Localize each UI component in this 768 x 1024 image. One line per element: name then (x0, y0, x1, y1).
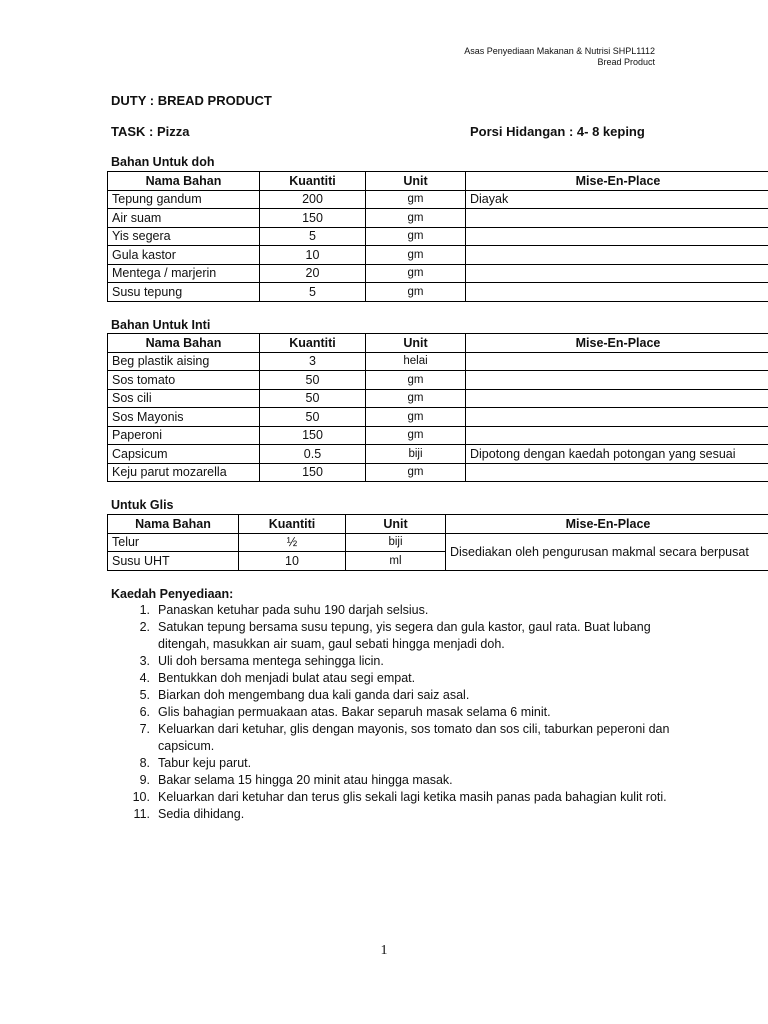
task-heading: TASK : Pizza (111, 124, 190, 139)
ingredient-mise: Disediakan oleh pengurusan makmal secara berpusat (446, 533, 768, 570)
ingredient-name: Tepung gandum (108, 190, 260, 209)
step-text: Satukan tepung bersama susu tepung, yis segera dan gula kastor, gaul rata. Buat lubang ditengah, masukkan air suam, gaul sebati hingga menjadi doh. (158, 620, 651, 651)
inti-section-title: Bahan Untuk Inti (111, 318, 211, 332)
table-row (108, 209, 768, 228)
list-item (111, 670, 671, 687)
ingredient-unit: gm (366, 227, 466, 246)
ingredient-quantity: 10 (260, 246, 366, 265)
step-text: Glis bahagian permuakaan atas. Bakar separuh masak selama 6 minit. (158, 705, 551, 719)
table-row (108, 463, 768, 482)
ingredient-name: Gula kastor (108, 246, 260, 265)
ingredient-unit: gm (366, 209, 466, 228)
ingredient-name: Paperoni (108, 426, 260, 445)
table-header-row (108, 334, 768, 353)
step-number: 8. (139, 756, 150, 770)
ingredient-quantity: ½ (239, 533, 346, 552)
list-item (111, 721, 671, 755)
ingredient-mise: Diayak (466, 190, 768, 209)
ingredient-quantity: 10 (239, 552, 346, 571)
ingredient-name: Susu tepung (108, 283, 260, 302)
list-item (111, 602, 671, 619)
step-text: Bentukkan doh menjadi bulat atau segi empat. (158, 671, 416, 685)
step-number: 11. (133, 807, 150, 821)
doh-ingredients-table (107, 171, 768, 302)
step-number: 5. (139, 688, 150, 702)
column-header-mise: Mise-En-Place (466, 172, 768, 191)
step-number: 2. (139, 620, 150, 634)
table-row (108, 352, 768, 371)
ingredient-quantity: 20 (260, 264, 366, 283)
step-text: Bakar selama 15 hingga 20 minit atau hingga masak. (158, 773, 453, 787)
list-item (111, 619, 671, 653)
ingredient-quantity: 150 (260, 426, 366, 445)
ingredient-mise (466, 227, 768, 246)
column-header-mise: Mise-En-Place (446, 515, 768, 534)
inti-ingredients-table (107, 333, 768, 482)
ingredient-name: Telur (108, 533, 239, 552)
table-row (108, 190, 768, 209)
ingredient-quantity: 150 (260, 463, 366, 482)
ingredient-mise (466, 463, 768, 482)
header-course-line: Asas Penyediaan Makanan & Nutrisi SHPL1112 (464, 46, 655, 56)
ingredient-mise (466, 264, 768, 283)
list-item (111, 806, 671, 823)
list-item (111, 789, 671, 806)
column-header-nama: Nama Bahan (108, 334, 260, 353)
table-row (108, 227, 768, 246)
ingredient-unit: gm (366, 190, 466, 209)
ingredient-quantity: 3 (260, 352, 366, 371)
ingredient-mise (466, 408, 768, 427)
ingredient-mise (466, 426, 768, 445)
glis-section-title: Untuk Glis (111, 498, 174, 512)
ingredient-name: Air suam (108, 209, 260, 228)
ingredient-unit: gm (366, 463, 466, 482)
document-header (464, 46, 655, 68)
step-text: Tabur keju parut. (158, 756, 252, 770)
ingredient-name: Sos cili (108, 389, 260, 408)
column-header-kuantiti: Kuantiti (239, 515, 346, 534)
step-number: 10. (132, 790, 150, 804)
table-row (108, 426, 768, 445)
ingredient-name: Beg plastik aising (108, 352, 260, 371)
glis-ingredients-table (107, 514, 768, 571)
ingredient-unit: gm (366, 389, 466, 408)
step-text: Keluarkan dari ketuhar dan terus glis sekali lagi ketika masih panas pada bahagian kulit roti. (158, 790, 667, 804)
table-row (108, 283, 768, 302)
step-number: 4. (139, 671, 150, 685)
ingredient-name: Keju parut mozarella (108, 463, 260, 482)
table-row (108, 264, 768, 283)
table-row (108, 371, 768, 390)
table-row (108, 246, 768, 265)
column-header-mise: Mise-En-Place (466, 334, 768, 353)
ingredient-unit: ml (346, 552, 446, 571)
ingredient-mise (466, 352, 768, 371)
doh-section-title: Bahan Untuk doh (111, 155, 215, 169)
step-number: 9. (139, 773, 150, 787)
column-header-unit: Unit (366, 334, 466, 353)
method-title: Kaedah Penyediaan: (111, 587, 234, 601)
ingredient-quantity: 5 (260, 227, 366, 246)
ingredient-unit: gm (366, 426, 466, 445)
ingredient-mise (466, 209, 768, 228)
column-header-unit: Unit (346, 515, 446, 534)
header-topic-line: Bread Product (597, 57, 655, 67)
ingredient-unit: gm (366, 408, 466, 427)
step-number: 7. (139, 722, 150, 736)
step-text: Biarkan doh mengembang dua kali ganda dari saiz asal. (158, 688, 470, 702)
portion-heading: Porsi Hidangan : 4- 8 keping (470, 124, 645, 139)
ingredient-mise (466, 371, 768, 390)
ingredient-quantity: 50 (260, 371, 366, 390)
step-number: 6. (139, 705, 150, 719)
step-number: 3. (139, 654, 150, 668)
table-row (108, 389, 768, 408)
ingredient-mise: Dipotong dengan kaedah potongan yang sesuai (466, 445, 768, 464)
page-number: 1 (380, 943, 388, 958)
method-steps-list (111, 602, 671, 823)
table-row (108, 533, 768, 552)
ingredient-quantity: 50 (260, 408, 366, 427)
list-item (111, 687, 671, 704)
ingredient-mise (466, 389, 768, 408)
ingredient-mise (466, 283, 768, 302)
step-text: Uli doh bersama mentega sehingga licin. (158, 654, 384, 668)
ingredient-name: Sos Mayonis (108, 408, 260, 427)
list-item (111, 755, 671, 772)
ingredient-unit: helai (366, 352, 466, 371)
ingredient-quantity: 50 (260, 389, 366, 408)
column-header-nama: Nama Bahan (108, 515, 239, 534)
ingredient-unit: gm (366, 264, 466, 283)
list-item (111, 704, 671, 721)
ingredient-quantity: 150 (260, 209, 366, 228)
column-header-kuantiti: Kuantiti (260, 334, 366, 353)
list-item (111, 653, 671, 670)
ingredient-name: Mentega / marjerin (108, 264, 260, 283)
ingredient-unit: gm (366, 246, 466, 265)
ingredient-unit: gm (366, 371, 466, 390)
step-number: 1. (139, 603, 150, 617)
list-item (111, 772, 671, 789)
step-text: Panaskan ketuhar pada suhu 190 darjah selsius. (158, 603, 429, 617)
table-header-row (108, 172, 768, 191)
ingredient-name: Susu UHT (108, 552, 239, 571)
ingredient-unit: biji (346, 533, 446, 552)
ingredient-name: Yis segera (108, 227, 260, 246)
step-text: Keluarkan dari ketuhar, glis dengan mayonis, sos tomato dan sos cili, taburkan peperoni dan capsicum. (158, 722, 670, 753)
column-header-unit: Unit (366, 172, 466, 191)
table-header-row (108, 515, 768, 534)
table-row (108, 408, 768, 427)
step-text: Sedia dihidang. (158, 807, 245, 821)
ingredient-quantity: 5 (260, 283, 366, 302)
duty-heading: DUTY : BREAD PRODUCT (111, 93, 272, 108)
ingredient-unit: biji (366, 445, 466, 464)
ingredient-quantity: 200 (260, 190, 366, 209)
ingredient-name: Sos tomato (108, 371, 260, 390)
ingredient-name: Capsicum (108, 445, 260, 464)
ingredient-quantity: 0.5 (260, 445, 366, 464)
table-row (108, 445, 768, 464)
ingredient-mise (466, 246, 768, 265)
ingredient-unit: gm (366, 283, 466, 302)
column-header-kuantiti: Kuantiti (260, 172, 366, 191)
column-header-nama: Nama Bahan (108, 172, 260, 191)
